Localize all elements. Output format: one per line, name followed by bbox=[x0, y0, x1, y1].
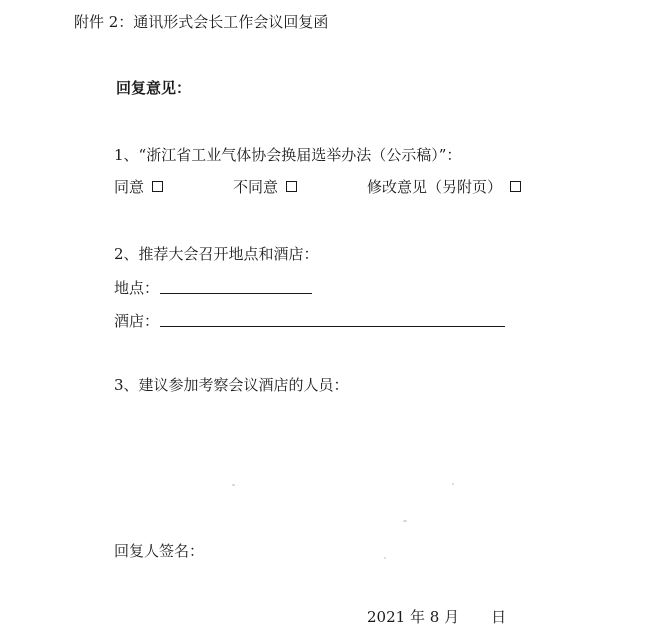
date-year-unit: 年 bbox=[409, 608, 425, 626]
page-title: 附件 2：通讯形式会长工作会议回复函 bbox=[74, 13, 329, 31]
date-year: 2021 bbox=[367, 608, 406, 626]
date-month: 8 bbox=[429, 608, 440, 626]
option-disagree-label: 不同意 bbox=[233, 178, 279, 196]
item2-question: 2、推荐大会召开地点和酒店： bbox=[114, 245, 319, 263]
date-line bbox=[367, 608, 506, 626]
scan-speck bbox=[452, 483, 454, 485]
scan-speck bbox=[384, 557, 386, 559]
agree-checkbox[interactable] bbox=[152, 181, 163, 192]
scan-speck bbox=[232, 484, 235, 486]
modify-checkbox[interactable] bbox=[510, 181, 521, 192]
option-modify[interactable] bbox=[367, 178, 521, 196]
hotel-label: 酒店： bbox=[114, 312, 160, 330]
option-disagree[interactable] bbox=[233, 178, 297, 196]
reply-heading: 回复意见： bbox=[116, 79, 192, 97]
location-label: 地点： bbox=[114, 279, 160, 297]
location-field[interactable] bbox=[160, 293, 312, 294]
hotel-field[interactable] bbox=[160, 326, 505, 327]
date-day-unit: 日 bbox=[491, 608, 507, 626]
disagree-checkbox[interactable] bbox=[286, 181, 297, 192]
item1-question: 1、“浙江省工业气体协会换届选举办法（公示稿）”： bbox=[114, 146, 462, 164]
option-agree-label: 同意 bbox=[114, 178, 145, 196]
signature-label: 回复人签名： bbox=[114, 542, 205, 560]
option-agree[interactable] bbox=[114, 178, 163, 196]
item3-question: 3、建议参加考察会议酒店的人员： bbox=[114, 376, 349, 394]
option-modify-label: 修改意见（另附页） bbox=[367, 178, 503, 196]
date-month-unit: 月 bbox=[444, 608, 460, 626]
scan-speck bbox=[403, 520, 407, 522]
